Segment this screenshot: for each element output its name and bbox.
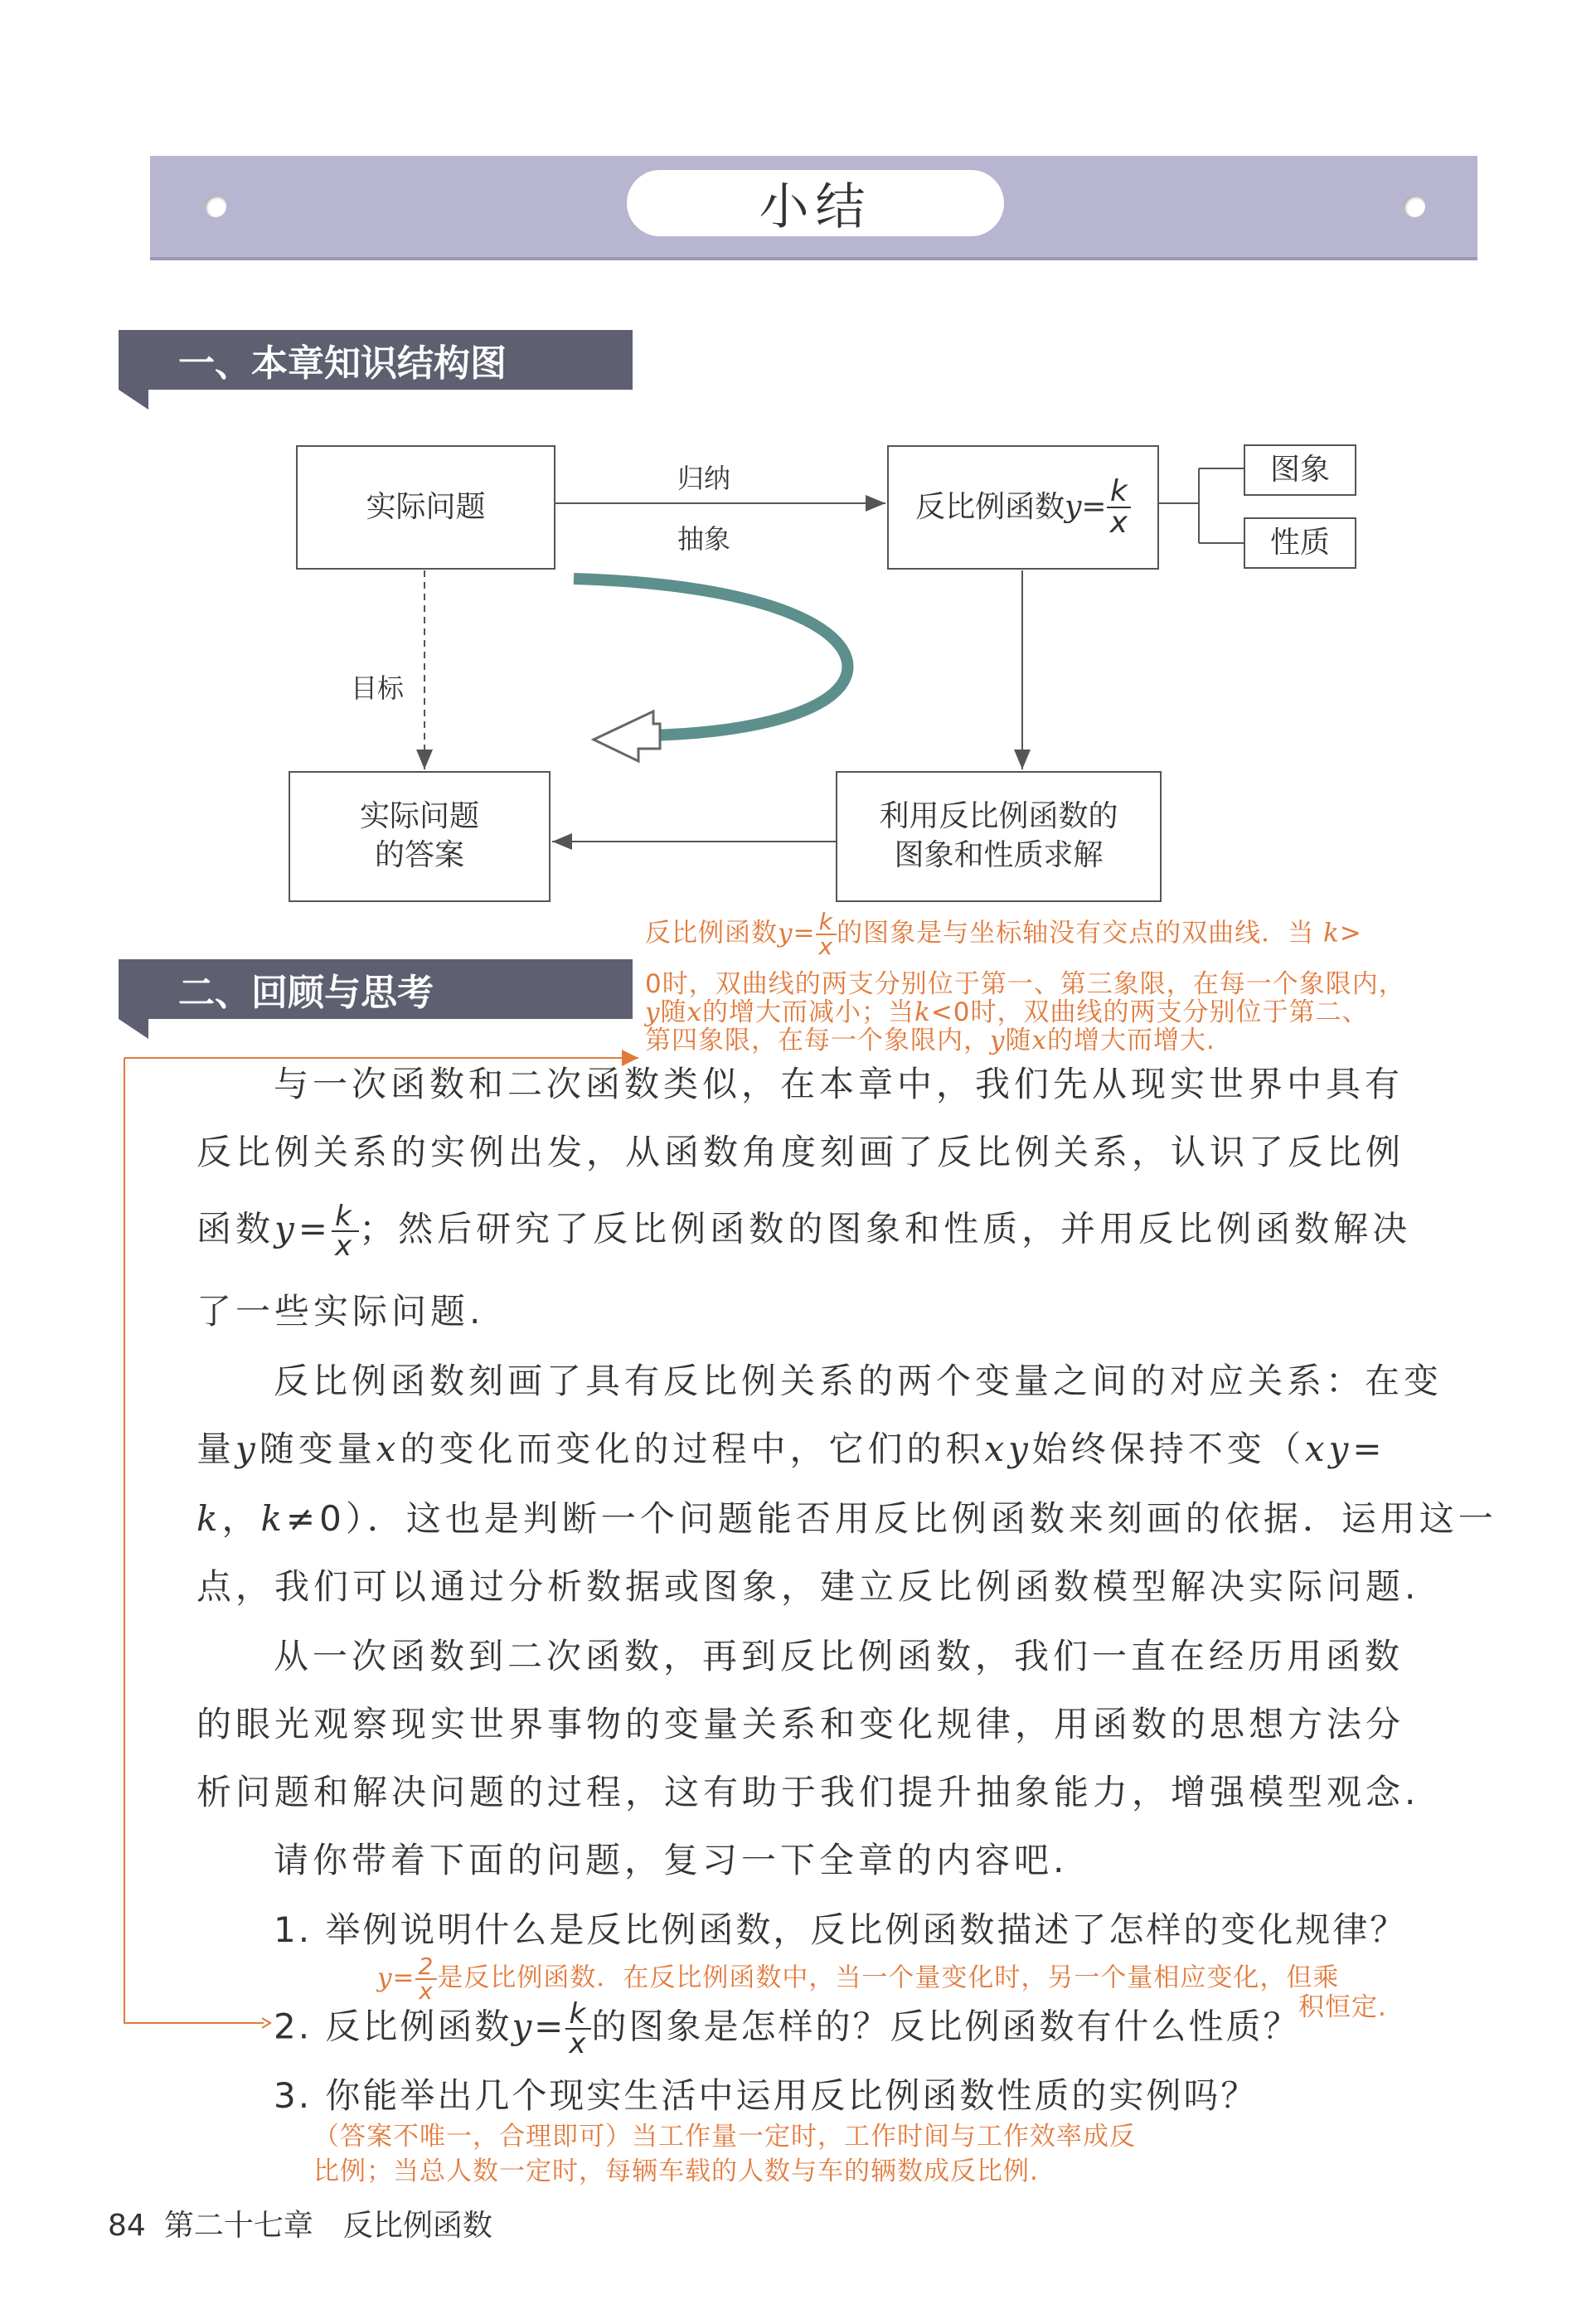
ann-x: x <box>1031 1026 1047 1055</box>
text: 的图象是怎样的？反比例函数有什么性质？ <box>591 2006 1301 2047</box>
ann-text: 第四象限，在每一个象限内， <box>645 1026 990 1055</box>
answer-1-tail: 积恒定. <box>1298 1992 1387 2022</box>
ann-text: > <box>1339 918 1362 948</box>
page-number: 84 <box>108 2209 146 2243</box>
text: ≠0）．这也是判断一个问题能否用反比例函数来刻画的依据．运用这一 <box>285 1498 1497 1539</box>
question-2 <box>274 1997 1301 2060</box>
text: ；然后研究了反比例函数的图象和性质，并用反比例函数解决 <box>359 1208 1412 1249</box>
frac-den: x <box>334 1230 357 1263</box>
chapter-title: 第二十七章 反比例函数 <box>163 2209 492 2243</box>
ann-text: 的图象是与坐标轴没有交点的双曲线．当 <box>837 918 1315 948</box>
ann-frac-num: 2 <box>415 1955 438 1980</box>
solve-line2: 图象和性质求解 <box>894 838 1104 872</box>
text: 2. 反比例函数 <box>274 2006 512 2047</box>
ann-y: y= <box>778 918 816 948</box>
solve-line1: 利用反比例函数的 <box>879 799 1118 834</box>
var-xy: xy= <box>1304 1429 1386 1469</box>
p3-line2: 的眼光观察现实世界事物的变量关系和变化规律，用函数的思想方法分 <box>196 1704 1405 1744</box>
page-title: 小结 <box>627 170 1004 236</box>
page-footer <box>108 2202 492 2244</box>
ann-text: 的增大而减小；当 <box>702 997 914 1027</box>
text: 始终保持不变（ <box>1031 1429 1305 1469</box>
text: 量 <box>196 1429 236 1469</box>
ann-text: 随 <box>1005 1026 1032 1055</box>
ann-y: y <box>645 997 661 1027</box>
frac-denominator: x <box>1109 506 1128 540</box>
box-practical-problem: 实际问题 <box>296 445 555 570</box>
text: 函数 <box>196 1208 275 1249</box>
ann-text: 是反比例函数．在反比例函数中，当一个量变化时，另一个量相应变化，但乘 <box>437 1962 1340 1993</box>
ann-k: k <box>914 997 931 1027</box>
p4: 请你带着下面的问题，复习一下全章的内容吧. <box>274 1840 1069 1880</box>
var-k: k <box>260 1498 286 1539</box>
annotation-line2: 0时，双曲线的两支分别位于第一、第三象限，在每一个象限内， <box>645 969 1405 999</box>
p2-line4: 点，我们可以通过分析数据或图象，建立反比例函数模型解决实际问题. <box>196 1566 1420 1607</box>
p3-line3: 析问题和解决问题的过程，这有助于我们提升抽象能力，增强模型观念. <box>196 1772 1420 1812</box>
text: ， <box>221 1498 261 1539</box>
box-graph: 图象 <box>1244 444 1356 496</box>
section-header-review: 二、回顾与思考 <box>119 959 633 1019</box>
ann-x: x <box>686 997 702 1027</box>
p2-line3 <box>196 1499 1497 1539</box>
ann-frac-den: x <box>419 1977 434 2005</box>
text: 的变化而变化的过程中，它们的积 <box>400 1429 985 1469</box>
fraction-k-over-x <box>332 1200 359 1263</box>
ann-y: y= <box>377 1962 415 1993</box>
frac-numerator: k <box>1107 477 1131 508</box>
p2-line1: 反比例函数刻画了具有反比例关系的两个变量之间的对应关系：在变 <box>274 1361 1443 1401</box>
ann-frac-num: k <box>816 910 837 935</box>
frac-den: x <box>569 2027 589 2060</box>
answer-3-line1: （答案不唯一，合理即可）当工作量一定时，工作时间与工作效率成反 <box>313 2122 1136 2152</box>
box-property: 性质 <box>1244 517 1356 569</box>
frac-num: k <box>332 1202 359 1232</box>
frac-num: k <box>565 2000 591 2030</box>
ann-fraction <box>415 1955 438 2003</box>
var-y: y= <box>274 1208 332 1249</box>
ann-text: 反比例函数 <box>645 918 778 948</box>
fraction-k-over-x <box>565 1997 591 2060</box>
ann-text: 随 <box>660 997 687 1027</box>
label-abstract: 抽象 <box>677 523 731 555</box>
section-header-structure: 一、本章知识结构图 <box>119 330 633 390</box>
answer-3-line2: 比例；当总人数一定时，每辆车载的人数与车的辆数成反比例. <box>313 2156 1039 2186</box>
ann-k: k <box>1322 918 1340 948</box>
p1-line4: 了一些实际问题. <box>196 1291 485 1332</box>
p1-line2: 反比例关系的实例出发，从函数角度刻画了反比例关系，认识了反比例 <box>196 1132 1405 1172</box>
answer-line2: 的答案 <box>374 838 464 872</box>
ann-text: 的增大而增大. <box>1047 1026 1215 1055</box>
ann-frac-den: x <box>818 933 834 960</box>
p1-line3 <box>196 1200 1412 1263</box>
p3-line1: 从一次函数到二次函数，再到反比例函数，我们一直在经历用函数 <box>274 1636 1404 1676</box>
var-xy: xy <box>984 1429 1032 1469</box>
answer-1 <box>377 1955 1339 2003</box>
p2-line2 <box>196 1429 1386 1469</box>
question-3: 3. 你能举出几个现实生活中运用反比例函数性质的实例吗？ <box>274 2075 1259 2116</box>
text: 随变量 <box>259 1429 376 1469</box>
var-y: y= <box>512 2006 566 2047</box>
label-induce: 归纳 <box>677 463 731 494</box>
label-goal: 目标 <box>351 672 405 704</box>
ann-y: y <box>990 1026 1006 1055</box>
var-x: x <box>376 1429 400 1469</box>
function-label: 反比例函数 <box>915 489 1065 524</box>
question-1: 1. 举例说明什么是反比例函数，反比例函数描述了怎样的变化规律？ <box>274 1909 1408 1950</box>
ann-text: <0时，双曲线的两支分别位于第二、 <box>930 997 1369 1027</box>
p1-line1: 与一次函数和二次函数类似，在本章中，我们先从现实世界中具有 <box>274 1064 1404 1104</box>
function-y: y= <box>1065 489 1107 524</box>
var-k: k <box>196 1498 222 1539</box>
answer-line1: 实际问题 <box>359 799 479 834</box>
var-y: y <box>235 1429 260 1469</box>
